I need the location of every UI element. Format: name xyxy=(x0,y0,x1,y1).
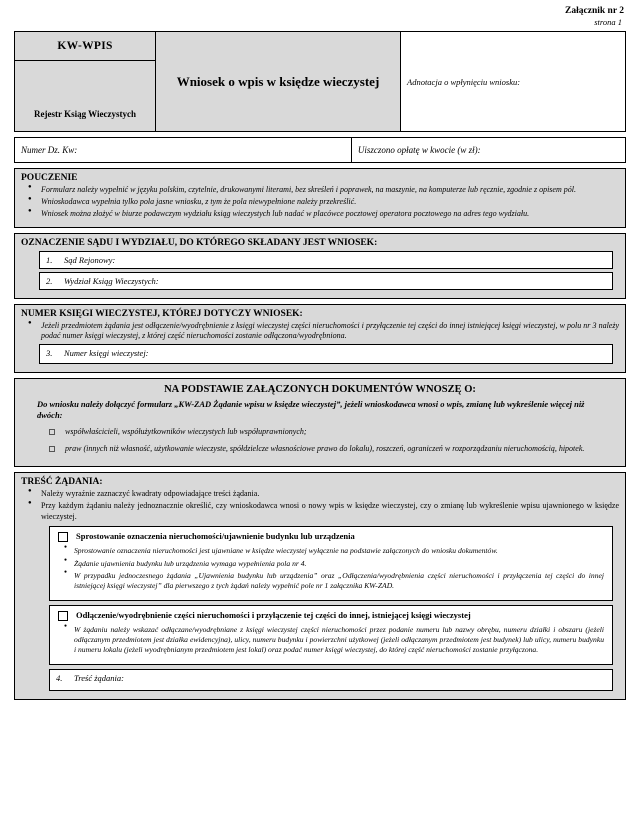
list-item: ● W przypadku jednoczesnego żądania „Ujawnienia budynku lub urządzenia” oraz „Odłączenia/wyodrębnienia części nieruchomości i przyłączenia tej części do innej istniejącej księgi wieczystej” dla pierwszego z tych żądań należy wypełnić pole nr 1 załącznika KW-ZAD. xyxy=(74,571,604,591)
dz-kw-field[interactable]: Numer Dz. Kw: xyxy=(15,138,352,163)
field-number: 2. xyxy=(46,275,53,286)
field-label: Treść żądania: xyxy=(74,672,124,683)
list-item: ● Wniosek można złożyć w biurze podawczym wydziału ksiąg wieczystych lub nadać w placówce pocztowej operatora pocztowego na adres tego wydziału. xyxy=(39,209,619,219)
request-option-1-header[interactable] xyxy=(58,531,604,542)
fee-field[interactable]: Uiszczono opłatę w kwocie (w zł): xyxy=(351,138,625,163)
form-title: Wniosek o wpis w księdze wieczystej xyxy=(156,32,401,132)
list-item: ● Wnioskodawca wypełnia tylko pola jasne wniosku, z tym że pola niewypełnione należy przekreślić. xyxy=(39,197,619,207)
field-label: Wydział Ksiąg Wieczystych: xyxy=(64,275,159,286)
list-item: ● Sprostowanie oznaczenia nieruchomości jest ujawniane w księdze wieczystej wyłącznie na podstawie załączonych do wniosku dokumentów. xyxy=(74,546,604,556)
checkbox-icon[interactable] xyxy=(58,611,68,621)
request-option-2-header[interactable] xyxy=(58,610,604,621)
request-basis-title: NA PODSTAWIE ZAŁĄCZONYCH DOKUMENTÓW WNOSZĘ O: xyxy=(164,384,476,396)
request-option-2[interactable] xyxy=(49,605,613,665)
case-number-row xyxy=(14,137,626,163)
list-item: praw (innych niż własność, użytkowanie wieczyste, spółdzielcze własnościowe prawo do lokalu), roszczeń, ograniczeń w rozporządzaniu nieruchomością, hipotek. xyxy=(49,444,617,454)
land-register-title: NUMER KSIĘGI WIECZYSTEJ, KTÓREJ DOTYCZY WNIOSEK: xyxy=(21,308,303,319)
annotation-box: Adnotacja o wpłynięciu wniosku: xyxy=(401,32,626,132)
request-basis-lead: Do wniosku należy dołączyć formularz „KW-ZAD Żądanie wpisu w księdze wieczystej”, jeżeli wnioskodawca wnosi o wpis, zmianę lub wykreślenie więcej niż dwóch: xyxy=(37,399,585,421)
field-label: Numer księgi wieczystej: xyxy=(64,348,149,359)
field-label: Sąd Rejonowy: xyxy=(64,254,116,265)
request-basis-list xyxy=(49,427,617,454)
land-register-note-list xyxy=(21,321,619,341)
list-item: ● Przy każdym żądaniu należy jednoznacznie określić, czy wnioskodawca wnosi o nowy wpis w księdze wieczystej, czy o zmianę lub wykreślenie wpisu ujawnionego w księdze wieczystej. xyxy=(39,501,619,521)
checkbox-icon[interactable] xyxy=(58,532,68,542)
page-number-label: strona 1 xyxy=(594,17,622,27)
pouczenie-title: POUCZENIE xyxy=(21,173,78,183)
request-content-field[interactable] xyxy=(49,669,613,691)
registry-name: Rejestr Ksiąg Wieczystych xyxy=(34,109,136,119)
court-name-field[interactable] xyxy=(39,251,613,269)
request-option-2-list xyxy=(58,625,604,655)
request-content-intro-list xyxy=(21,489,619,522)
request-option-1-label: Sprostowanie oznaczenia nieruchomości/ujawnienie budynku lub urządzenia xyxy=(76,530,355,541)
land-register-number-field[interactable] xyxy=(39,344,613,364)
court-section xyxy=(14,233,626,299)
court-section-title: OZNACZENIE SĄDU I WYDZIAŁU, DO KTÓREGO SKŁADANY JEST WNIOSEK: xyxy=(21,237,378,248)
request-content-section xyxy=(14,472,626,700)
form-identity-cell xyxy=(15,32,156,132)
list-item: ● Formularz należy wypełnić w języku polskim, czytelnie, drukowanymi literami, bez skreśleń i poprawek, na maszynie, na komputerze lub ręcznie, zgodnie z opisem pól. xyxy=(39,185,619,195)
pouczenie-list xyxy=(21,185,619,220)
field-number: 1. xyxy=(46,254,53,265)
form-header xyxy=(14,31,626,132)
court-division-field[interactable] xyxy=(39,272,613,290)
request-option-1[interactable] xyxy=(49,526,613,601)
list-item: ● Żądanie ujawnienia budynku lub urządzenia wymaga wypełnienia pola nr 4. xyxy=(74,559,604,569)
request-option-2-label: Odłączenie/wyodrębnienie części nieruchomości i przyłączenie tej części do innej, istniejącej księgi wieczystej xyxy=(76,610,471,621)
request-content-title: TREŚĆ ŻĄDANIA: xyxy=(21,477,103,488)
attachment-label: Załącznik nr 2 xyxy=(565,6,624,16)
field-number: 3. xyxy=(46,348,53,359)
pouczenie-section xyxy=(14,168,626,228)
list-item: ● Jeżeli przedmiotem żądania jest odłączenie/wyodrębnienie z księgi wieczystej części nieruchomości i przyłączenie tej części do innej istniejącej księgi wieczystej, w polu nr 3 należy podać numer księgi wieczystej, z której część nieruchomości zostanie odłączona/wyodrębniona. xyxy=(39,321,619,341)
form-code: KW-WPIS xyxy=(15,32,155,61)
request-option-1-list xyxy=(58,546,604,591)
list-item: ● W żądaniu należy wskazać odłączane/wyodrębniane z księgi wieczystej części nieruchomości przez podanie numeru lub nazwy obrębu, numeru działki i obszaru (jeżeli odłączanym przedmiotem jest działka ewidencyjna), ulicy, numeru budynku i powierzchni użytkowej (jeżeli odłączanym przedmiotem jest budynek) lub ulicy, numeru budynku i numeru lokalu (jeżeli wyodrębnianym przedmiotem jest lokal) oraz podać numer księgi wieczystej, do której część nieruchomości zostanie przyłączona. xyxy=(74,625,604,655)
request-basis-section xyxy=(14,378,626,467)
land-register-section xyxy=(14,304,626,373)
field-number: 4. xyxy=(56,672,63,683)
list-item: ● Należy wyraźnie zaznaczyć kwadraty odpowiadające treści żądania. xyxy=(39,489,619,499)
list-item: współwłaścicieli, współużytkowników wieczystych lub współuprawnionych; xyxy=(49,427,617,437)
